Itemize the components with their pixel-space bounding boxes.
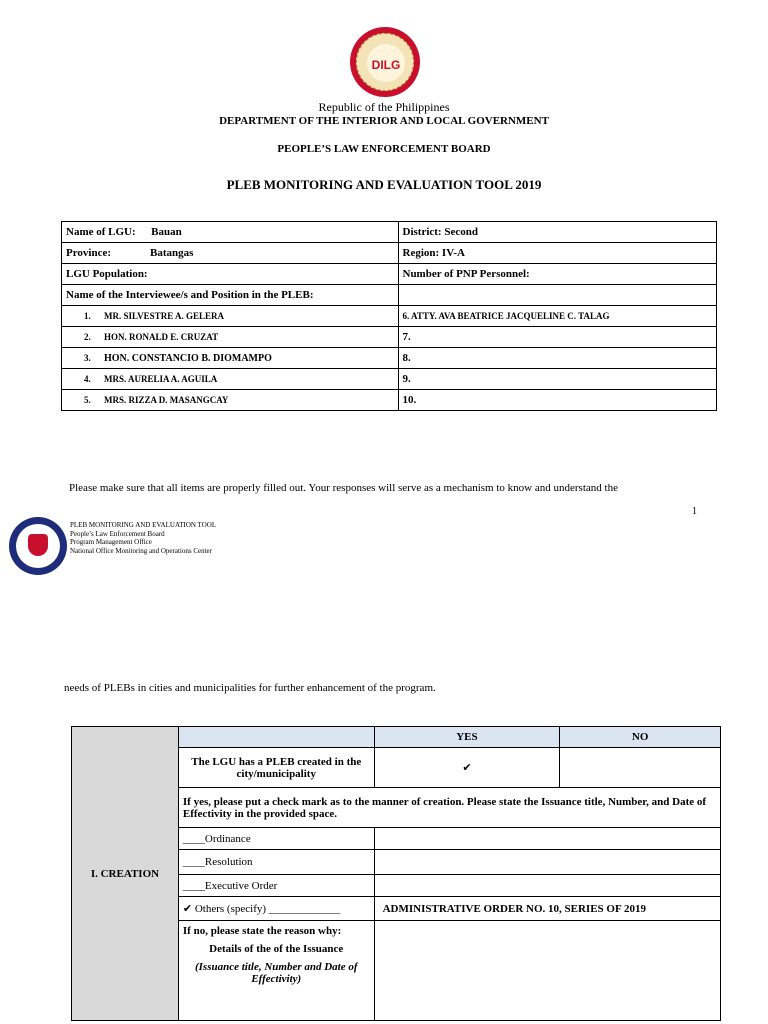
interviewee-name: MR. SILVESTRE A. GELERA: [104, 311, 224, 321]
interviewee-right: 9.: [398, 369, 717, 390]
interviewee-right: 6. ATTY. AVA BEATRICE JACQUELINE C. TALAG: [398, 306, 717, 327]
yes-header: YES: [374, 727, 560, 748]
instructions-continued: needs of PLEBs in cities and municipalities for further enhancement of the program.: [64, 682, 436, 694]
interviewee-num: 4.: [84, 374, 91, 384]
option-input[interactable]: [374, 850, 720, 875]
if-no-cell: [178, 921, 374, 1021]
others-value[interactable]: ADMINISTRATIVE ORDER NO. 10, SERIES OF 2019: [374, 897, 720, 921]
interviewee-right: 10.: [398, 390, 717, 411]
footer-line: National Office Monitoring and Operations Center: [70, 546, 212, 555]
interviewee-num: 3.: [84, 352, 91, 363]
yes-answer-cell[interactable]: ✔: [374, 748, 560, 788]
province-value: Batangas: [150, 247, 194, 259]
option-input[interactable]: [374, 828, 720, 850]
interviewee-right: 8.: [398, 348, 717, 369]
reason-input[interactable]: [374, 921, 720, 1021]
lgu-label: Name of LGU:: [66, 226, 136, 238]
option-executive-order[interactable]: ____Executive Order: [178, 875, 374, 897]
empty-cell: [398, 285, 717, 306]
no-header: NO: [560, 727, 721, 748]
document-title: PLEB MONITORING AND EVALUATION TOOL 2019: [226, 177, 542, 192]
instruction-cell: If yes, please put a check mark as to the manner of creation. Please state the Issuance title, Number, and Date of Effectivity in the provided space.: [178, 788, 720, 828]
department-line: DEPARTMENT OF THE INTERIOR AND LOCAL GOVERNMENT: [219, 115, 549, 127]
details-note: (Issuance title, Number and Date of Effectivity): [194, 961, 358, 985]
region-cell: Region: IV-A: [398, 243, 717, 264]
interviewees-label-cell: Name of the Interviewee/s and Position in the PLEB:: [62, 285, 399, 306]
province-cell: [62, 243, 399, 264]
board-line: PEOPLE’S LAW ENFORCEMENT BOARD: [277, 143, 491, 155]
province-label: Province:: [66, 247, 112, 259]
footer-block: [70, 521, 216, 555]
details-label: Details of the of the Issuance: [209, 943, 344, 955]
pnp-cell: Number of PNP Personnel:: [398, 264, 717, 285]
header-empty: [178, 727, 374, 748]
lgu-value: Bauan: [151, 226, 182, 238]
interviewee-right: 7.: [398, 327, 717, 348]
lgu-info-table: [61, 221, 717, 411]
population-cell: LGU Population:: [62, 264, 399, 285]
section-label: I. CREATION: [72, 727, 179, 1021]
footer-line: PLEB MONITORING AND EVALUATION TOOL: [70, 521, 217, 529]
district-cell: District: Second: [398, 222, 717, 243]
page-number: 1: [692, 506, 697, 517]
question-cell: The LGU has a PLEB created in the city/municipality: [178, 748, 374, 788]
interviewee-name: HON. RONALD E. CRUZAT: [104, 332, 219, 342]
option-resolution[interactable]: ____Resolution: [178, 850, 374, 875]
option-ordinance[interactable]: ____Ordinance: [178, 828, 374, 850]
interviewee-num: 2.: [84, 332, 91, 342]
pleb-seal-logo: [9, 517, 67, 575]
footer-line: People’s Law Enforcement Board: [70, 529, 165, 538]
option-others[interactable]: ✔ Others (specify) _____________: [178, 897, 374, 921]
footer-line: Program Management Office: [70, 538, 152, 546]
interviewee-row: [62, 306, 399, 327]
logo-text: DILG: [371, 58, 401, 72]
interviewee-row: [62, 369, 399, 390]
interviewee-row: [62, 348, 399, 369]
interviewee-row: [62, 390, 399, 411]
dilg-logo: [350, 27, 420, 97]
interviewee-row: [62, 327, 399, 348]
lgu-name-cell: [62, 222, 399, 243]
creation-table: [71, 726, 721, 1021]
interviewee-num: 5.: [84, 395, 91, 405]
no-answer-cell[interactable]: [560, 748, 721, 788]
republic-line: Republic of the Philippines: [318, 100, 450, 114]
interviewee-name: MRS. RIZZA D. MASANGCAY: [104, 395, 229, 405]
interviewee-name: MRS. AURELIA A. AGUILA: [104, 374, 218, 384]
interviewee-name: HON. CONSTANCIO B. DIOMAMPO: [104, 352, 272, 364]
option-input[interactable]: [374, 875, 720, 897]
instructions-text: Please make sure that all items are properly filled out. Your responses will serve as a mechanism to know and understand the: [69, 482, 618, 494]
if-no-label: If no, please state the reason why:: [182, 925, 342, 937]
interviewee-num: 1.: [84, 311, 91, 321]
